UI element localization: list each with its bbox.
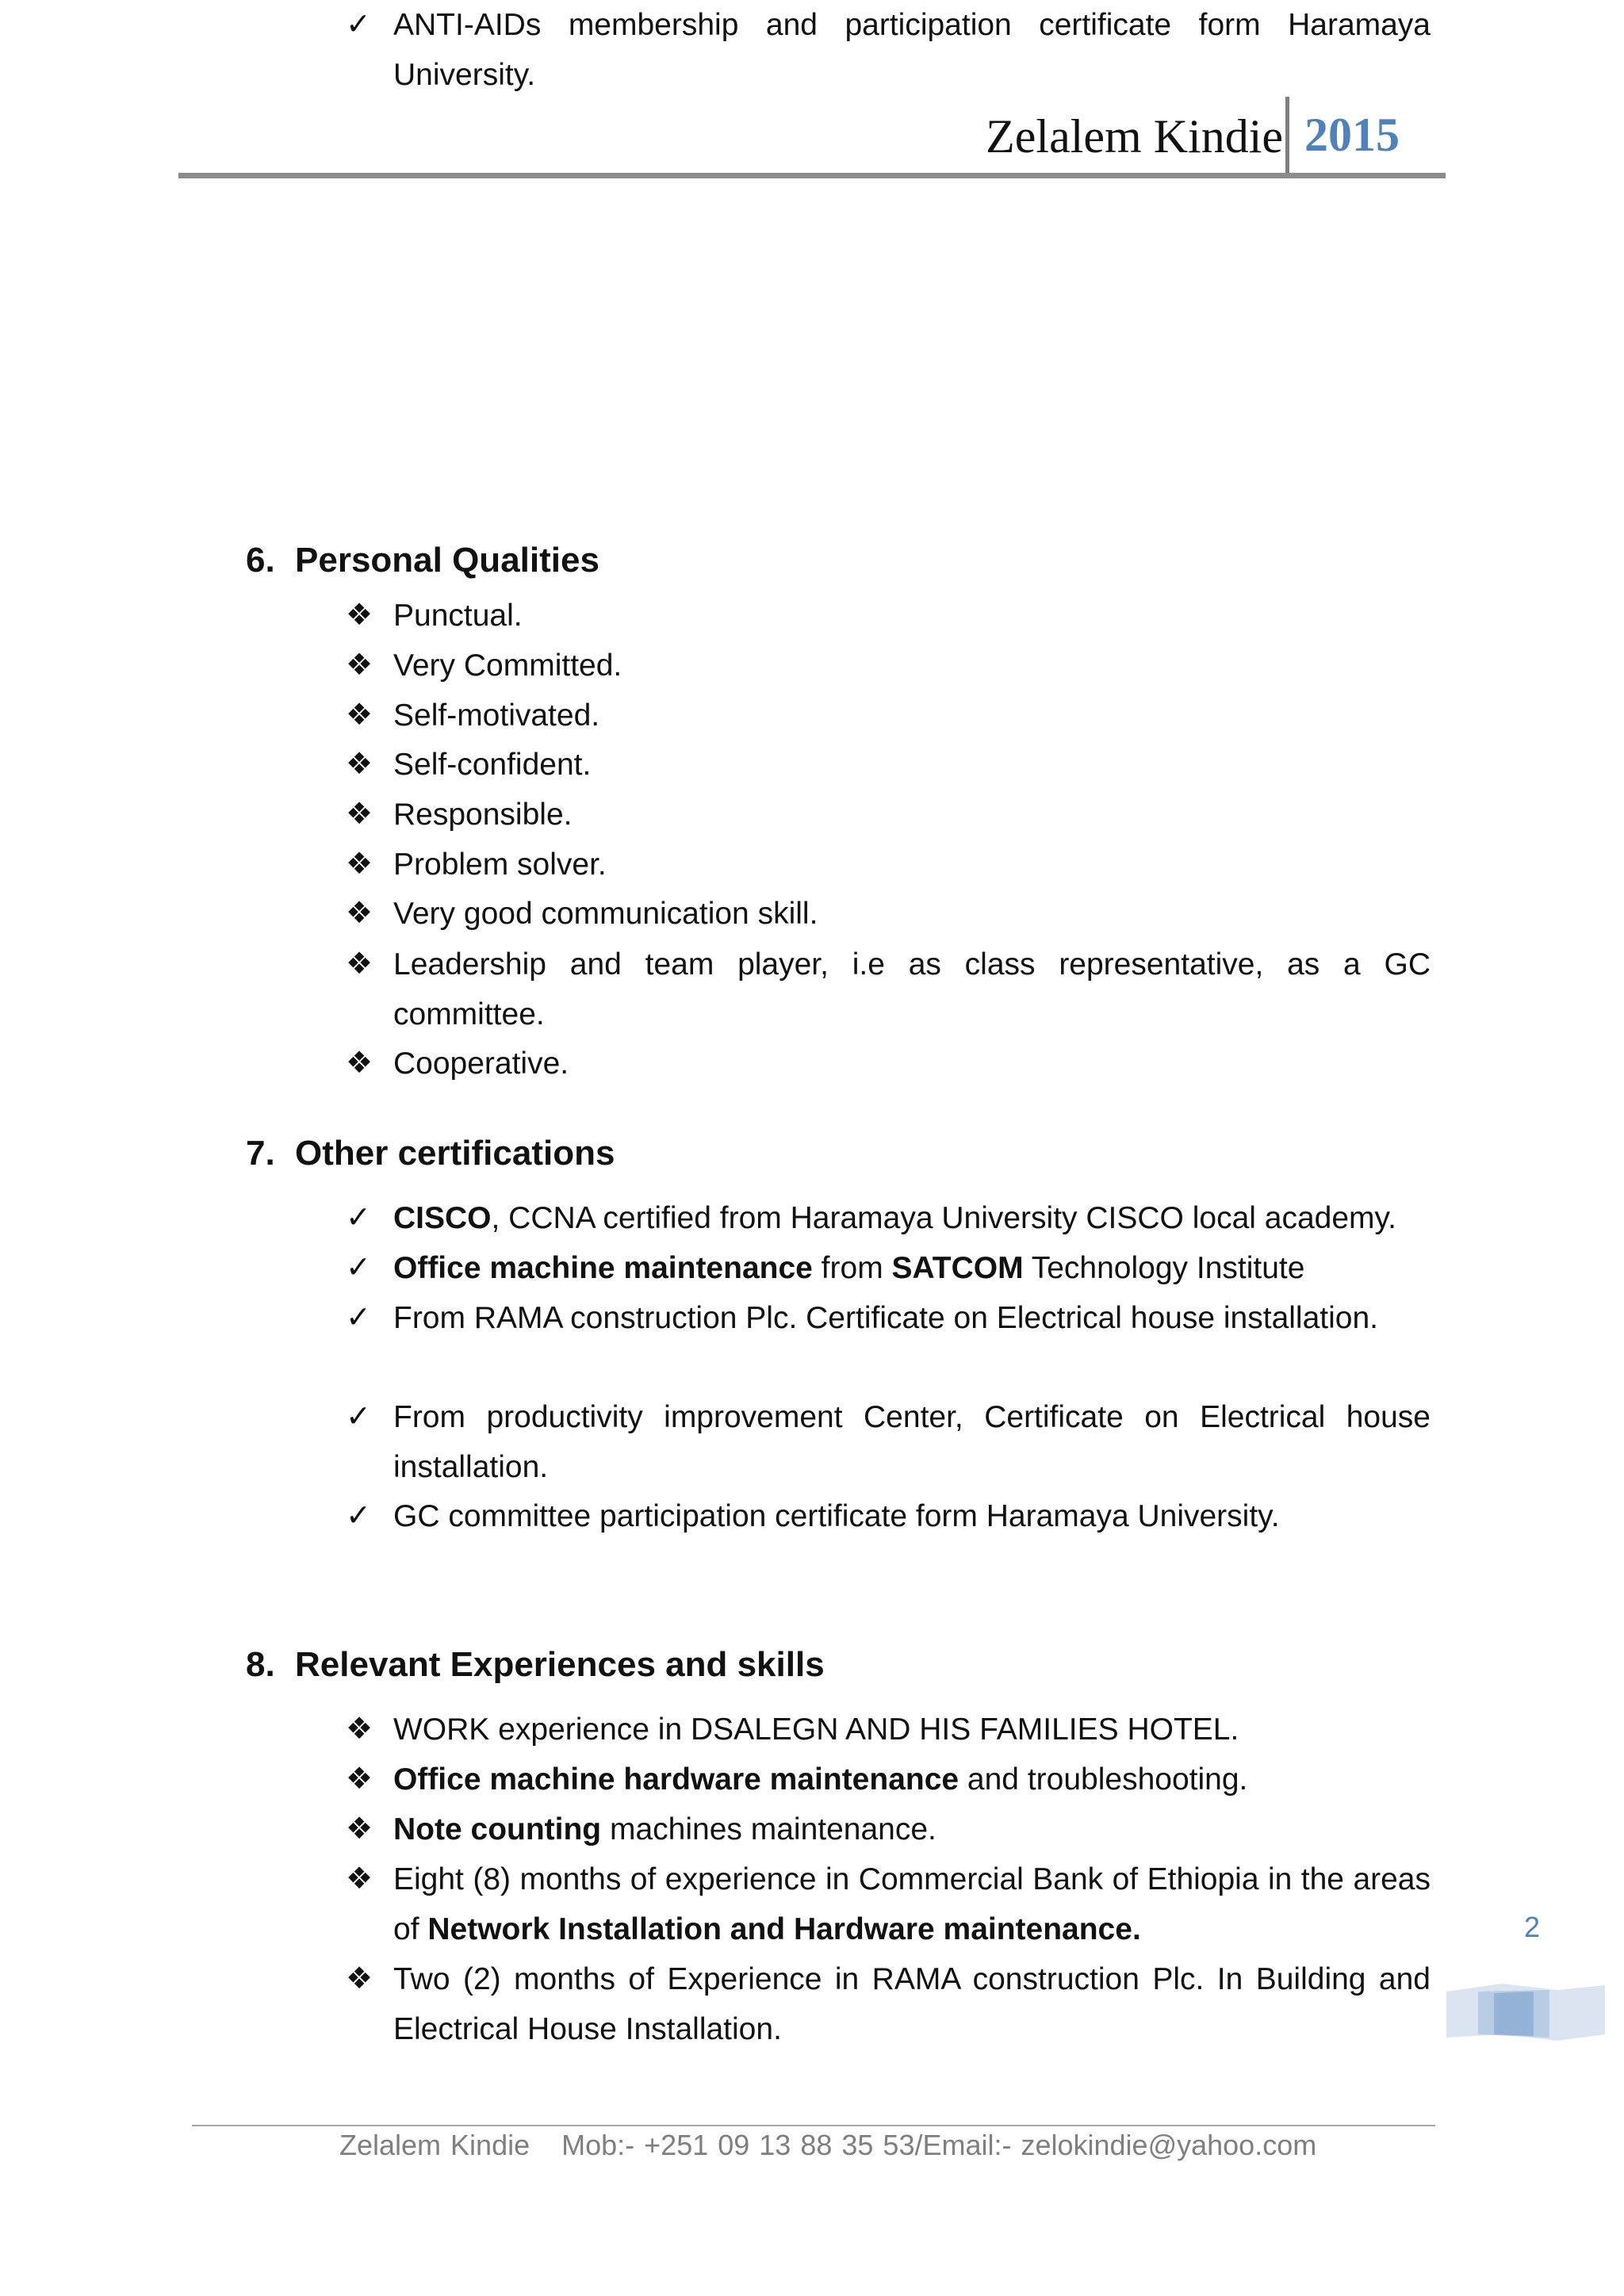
list-item-text <box>393 0 1431 100</box>
list-item-text <box>393 691 1431 740</box>
diamond-bullet-icon: ❖ <box>346 798 373 831</box>
checkmark-icon: ✓ <box>346 1400 371 1433</box>
bold-text: Note counting <box>393 1812 602 1846</box>
diamond-bullet-icon: ❖ <box>346 1047 373 1080</box>
list-item <box>346 1039 1431 1089</box>
bold-text: Office machine hardware maintenance <box>393 1762 959 1797</box>
diamond-bullet-icon: ❖ <box>346 599 373 632</box>
text: Technology Institute <box>1023 1251 1305 1285</box>
checkmark-icon: ✓ <box>346 1201 371 1234</box>
diamond-bullet-icon: ❖ <box>346 848 373 881</box>
text: Very Committed. <box>393 649 622 683</box>
list-item <box>346 889 1431 939</box>
list-item <box>346 1854 1431 1954</box>
diamond-bullet-icon: ❖ <box>346 1812 373 1846</box>
footer-name: Zelalem Kindie <box>339 2129 530 2161</box>
list-item-text <box>393 641 1431 691</box>
text: , CCNA certified from Haramaya University CISCO local academy. <box>491 1201 1396 1235</box>
diamond-bullet-icon: ❖ <box>346 649 373 682</box>
text: From RAMA construction Plc. Certificate on Electrical house installation. <box>393 1301 1379 1335</box>
bold-text: Office machine maintenance <box>393 1251 813 1285</box>
list-item <box>346 1293 1431 1343</box>
list-item <box>346 1705 1431 1755</box>
list-item <box>346 1755 1431 1804</box>
list-item <box>346 1392 1431 1492</box>
section-number: 6. <box>246 541 275 580</box>
list-item-text <box>393 1705 1431 1755</box>
diamond-bullet-icon: ❖ <box>346 1712 373 1746</box>
page-number: 2 <box>1524 1911 1541 1943</box>
list-item <box>346 591 1431 641</box>
text: Cooperative. <box>393 1047 569 1081</box>
list-item <box>346 1243 1431 1293</box>
list-item-text <box>393 840 1431 890</box>
list-item <box>346 1193 1431 1243</box>
section-heading <box>246 1645 825 1685</box>
text: Self-motivated. <box>393 698 600 733</box>
list-item-text <box>393 1193 1431 1243</box>
section-heading <box>246 541 599 580</box>
list-item-text <box>393 1854 1431 1954</box>
footer <box>339 2129 1316 2162</box>
diamond-bullet-icon: ❖ <box>346 947 373 981</box>
list-item-text <box>393 1954 1431 2054</box>
section-title: Personal Qualities <box>295 541 599 580</box>
list-item <box>346 691 1431 740</box>
list-item-text <box>393 939 1431 1039</box>
list-item <box>346 641 1431 691</box>
footer-rule <box>192 2125 1435 2126</box>
section-number: 8. <box>246 1645 275 1684</box>
text: WORK experience in DSALEGN AND HIS FAMILIES HOTEL. <box>393 1712 1239 1747</box>
text: Eight (8) months of experience in Commercial Bank of Ethiopia in the areas of <box>393 1862 1431 1946</box>
page-tab-decoration <box>1446 1982 1605 2045</box>
list-item-text <box>393 1293 1431 1343</box>
section-title: Other certifications <box>295 1134 615 1173</box>
list-item-text <box>393 790 1431 840</box>
list-item-text <box>393 1243 1431 1293</box>
diamond-bullet-icon: ❖ <box>346 748 373 781</box>
bold-text: SATCOM <box>891 1251 1024 1285</box>
diamond-bullet-icon: ❖ <box>346 698 373 732</box>
diamond-bullet-icon: ❖ <box>346 1962 373 1996</box>
diamond-bullet-icon: ❖ <box>346 897 373 930</box>
text: and troubleshooting. <box>959 1762 1248 1797</box>
list-item <box>346 0 1431 100</box>
footer-contact: Mob:- +251 09 13 88 35 53/Email:- zelokindie@yahoo.com <box>561 2129 1317 2161</box>
diamond-bullet-icon: ❖ <box>346 1862 373 1896</box>
text: GC committee participation certificate form Haramaya University. <box>393 1499 1280 1533</box>
text: From productivity improvement Center, Certificate on Electrical house installation. <box>393 1400 1431 1484</box>
list-item-text <box>393 1039 1431 1089</box>
section-number: 7. <box>246 1134 275 1173</box>
section-title: Relevant Experiences and skills <box>295 1645 825 1684</box>
text: Very good communication skill. <box>393 897 818 931</box>
text: machines maintenance. <box>601 1812 936 1846</box>
section-heading <box>246 1134 615 1173</box>
list-item-text <box>393 740 1431 790</box>
diamond-bullet-icon: ❖ <box>346 1762 373 1796</box>
list-item <box>346 790 1431 840</box>
list-item-text <box>393 1804 1431 1854</box>
text: Leadership and team player, i.e as class representative, as a GC committee. <box>393 947 1431 1031</box>
checkmark-icon: ✓ <box>346 8 371 41</box>
list-item-text <box>393 1755 1431 1804</box>
text: Self-confident. <box>393 748 592 782</box>
text: Problem solver. <box>393 848 607 882</box>
list-item-text <box>393 591 1431 641</box>
text: ANTI-AIDs membership and participation certificate form Haramaya University. <box>393 8 1431 92</box>
checkmark-icon: ✓ <box>346 1499 371 1533</box>
checkmark-icon: ✓ <box>346 1301 371 1334</box>
list-item <box>346 740 1431 790</box>
list-item <box>346 840 1431 890</box>
list-item-text <box>393 1491 1431 1541</box>
text: Responsible. <box>393 798 573 832</box>
header-divider <box>1285 97 1289 176</box>
header-name: Zelalem Kindie <box>986 110 1283 163</box>
bold-text: CISCO <box>393 1201 492 1235</box>
list-item <box>346 1804 1431 1854</box>
checkmark-icon: ✓ <box>346 1251 371 1284</box>
bold-text: Network Installation and Hardware maintenance. <box>427 1912 1141 1946</box>
text: from <box>812 1251 892 1285</box>
text: Two (2) months of Experience in RAMA construction Plc. In Building and Electrical House Installation. <box>393 1962 1431 2046</box>
header-rule <box>178 173 1446 178</box>
list-item <box>346 939 1431 1039</box>
header-year: 2015 <box>1304 109 1400 161</box>
list-item-text <box>393 1392 1431 1492</box>
list-item <box>346 1954 1431 2054</box>
text: Punctual. <box>393 599 523 633</box>
list-item <box>346 1491 1431 1541</box>
list-item-text <box>393 889 1431 939</box>
